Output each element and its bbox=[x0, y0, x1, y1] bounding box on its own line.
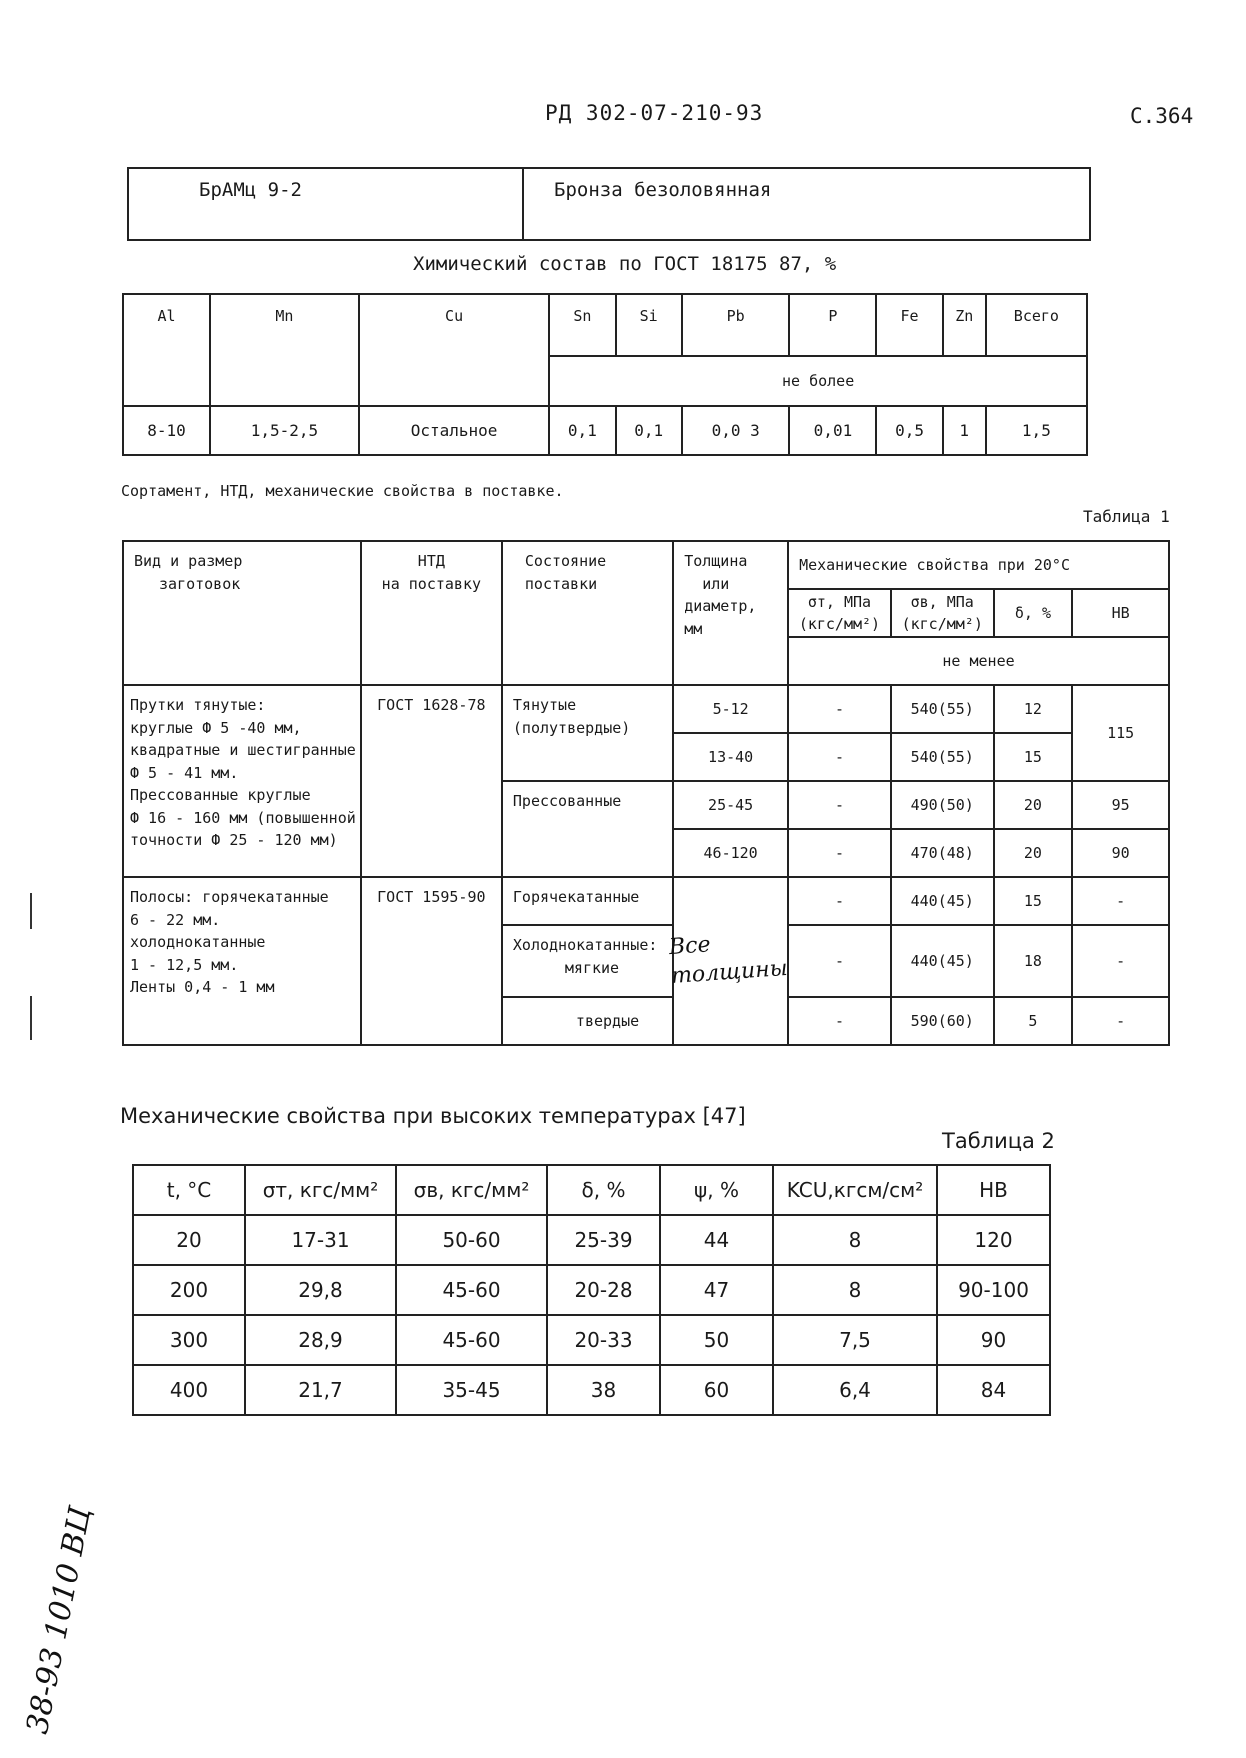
t1-g2-r1-delta: 15 bbox=[994, 877, 1073, 925]
t2-cell: 45-60 bbox=[396, 1315, 547, 1365]
t1-g1-r2-sigma-t: - bbox=[788, 733, 891, 781]
t1-header-delta: δ, % bbox=[994, 589, 1073, 637]
t1-header-ntd-line: на поставку bbox=[381, 574, 482, 593]
handwritten-line: Все bbox=[668, 932, 712, 961]
chem-header-si: Si bbox=[616, 294, 682, 356]
t1-g1-r3-hb: 95 bbox=[1072, 781, 1169, 829]
t1-header-kind-line: Вид и размер bbox=[134, 552, 243, 570]
chem-value-total: 1,5 bbox=[986, 406, 1087, 455]
t2-header-hb: НВ bbox=[937, 1165, 1050, 1215]
t2-cell: 50-60 bbox=[396, 1215, 547, 1265]
t1-g1-r3-delta: 20 bbox=[994, 781, 1073, 829]
t1-g1-r1-delta: 12 bbox=[994, 685, 1073, 733]
t1-header-sigma-t-line: σт, МПа bbox=[807, 592, 872, 611]
chem-header-total: Всего bbox=[986, 294, 1087, 356]
t1-header-thickness bbox=[673, 541, 788, 685]
t1-g1-r1-sigma-b: 540(55) bbox=[891, 685, 994, 733]
t1-header-state-line: Состояние bbox=[524, 552, 607, 570]
t1-g1-kind-line: Прессованные круглые bbox=[130, 786, 311, 804]
chem-value-zn: 1 bbox=[943, 406, 986, 455]
t2-cell: 20-28 bbox=[547, 1265, 660, 1315]
t1-g1-r4-sigma-b: 470(48) bbox=[891, 829, 994, 877]
chem-value-al: 8-10 bbox=[123, 406, 210, 455]
t2-cell: 120 bbox=[937, 1215, 1050, 1265]
t1-header-sigma-b-line: σв, МПа bbox=[910, 592, 974, 611]
t1-g2-r1-sigma-b: 440(45) bbox=[891, 877, 994, 925]
t1-header-sigma-b bbox=[891, 589, 994, 637]
t1-g1-state-drawn-line: (полутвердые) bbox=[512, 718, 631, 737]
t1-min-label: не менее bbox=[788, 637, 1169, 685]
t2-cell: 21,7 bbox=[245, 1365, 396, 1415]
t1-g2-r1-sigma-t: - bbox=[788, 877, 891, 925]
material-name: Бронза безоловянная bbox=[523, 168, 1090, 240]
t1-g1-kind-line: квадратные и шестигранные bbox=[130, 741, 356, 759]
t1-header-sigma-t bbox=[788, 589, 891, 637]
t1-g2-r2-sigma-b: 440(45) bbox=[891, 925, 994, 997]
page-number: С.364 bbox=[1130, 104, 1194, 128]
t1-g1-r4-delta: 20 bbox=[994, 829, 1073, 877]
t2-cell: 35-45 bbox=[396, 1365, 547, 1415]
t1-g1-r4-hb: 90 bbox=[1072, 829, 1169, 877]
t1-header-kind-line: заготовок bbox=[159, 574, 241, 593]
t2-cell: 20-33 bbox=[547, 1315, 660, 1365]
t2-cell: 17-31 bbox=[245, 1215, 396, 1265]
t1-header-kind bbox=[123, 541, 361, 685]
t1-header-sigma-b-line: (кгс/мм²) bbox=[901, 615, 983, 633]
t1-g2-r3-sigma-t: - bbox=[788, 997, 891, 1045]
t2-cell: 400 bbox=[133, 1365, 245, 1415]
t1-g1-r2-thickness: 13-40 bbox=[673, 733, 788, 781]
t2-cell: 90-100 bbox=[937, 1265, 1050, 1315]
t1-header-ntd-line: НТД bbox=[417, 552, 445, 570]
t1-g1-state-pressed: Прессованные bbox=[502, 781, 673, 877]
t1-g1-hb-drawn: 115 bbox=[1072, 685, 1169, 781]
t1-header-state bbox=[502, 541, 673, 685]
t2-cell: 90 bbox=[937, 1315, 1050, 1365]
t2-cell: 84 bbox=[937, 1365, 1050, 1415]
t1-g2-r3-delta: 5 bbox=[994, 997, 1073, 1045]
t1-header-thickness-line: диаметр, bbox=[684, 597, 757, 615]
t1-g1-state-drawn-line: Тянутые bbox=[512, 696, 577, 714]
chem-limit-label: не более bbox=[549, 356, 1087, 406]
t2-cell: 28,9 bbox=[245, 1315, 396, 1365]
t1-g2-r2-hb: - bbox=[1072, 925, 1169, 997]
t1-g2-kind-line: Ленты 0,4 - 1 мм bbox=[130, 978, 275, 996]
margin-punch-mark bbox=[30, 893, 32, 929]
t2-cell: 50 bbox=[660, 1315, 773, 1365]
chem-header-p: P bbox=[789, 294, 876, 356]
table2-label: Таблица 2 bbox=[942, 1129, 1055, 1153]
t1-header-thickness-line: мм bbox=[684, 619, 703, 638]
t2-header-temp: t, °С bbox=[133, 1165, 245, 1215]
chem-value-mn: 1,5-2,5 bbox=[210, 406, 359, 455]
table-row bbox=[133, 1315, 1050, 1365]
t2-cell: 7,5 bbox=[773, 1315, 937, 1365]
t2-cell: 20 bbox=[133, 1215, 245, 1265]
handwritten-all-thicknesses bbox=[668, 926, 788, 991]
t1-g1-r2-sigma-b: 540(55) bbox=[891, 733, 994, 781]
chem-value-si: 0,1 bbox=[616, 406, 682, 455]
chem-header-mn: Mn bbox=[210, 294, 359, 406]
chem-header-fe: Fe bbox=[876, 294, 942, 356]
t1-header-ntd bbox=[361, 541, 502, 685]
t2-cell: 8 bbox=[773, 1265, 937, 1315]
t1-g1-r4-sigma-t: - bbox=[788, 829, 891, 877]
margin-punch-mark bbox=[30, 996, 32, 1040]
t1-g2-r2-sigma-t: - bbox=[788, 925, 891, 997]
t2-cell: 60 bbox=[660, 1365, 773, 1415]
table1-label: Таблица 1 bbox=[1083, 507, 1170, 526]
handwritten-margin-note: 38-93 1010 ВЦ bbox=[20, 1504, 99, 1737]
chem-value-sn: 0,1 bbox=[549, 406, 615, 455]
t1-g1-r3-thickness: 25-45 bbox=[673, 781, 788, 829]
t1-g1-r3-sigma-t: - bbox=[788, 781, 891, 829]
t2-cell: 47 bbox=[660, 1265, 773, 1315]
t1-g1-r1-thickness: 5-12 bbox=[673, 685, 788, 733]
t1-g2-kind-line: Полосы: горячекатанные bbox=[130, 888, 329, 906]
chem-value-p: 0,01 bbox=[789, 406, 876, 455]
t1-g2-kind-line: 6 - 22 мм. bbox=[130, 910, 221, 929]
table2-title: Механические свойства при высоких температурах [47] bbox=[120, 1104, 746, 1128]
chem-header-al: Al bbox=[123, 294, 210, 406]
t1-header-sigma-t-line: (кгс/мм²) bbox=[798, 615, 881, 633]
chem-composition-table bbox=[122, 293, 1088, 456]
table-row bbox=[133, 1365, 1050, 1415]
chem-header-sn: Sn bbox=[549, 294, 615, 356]
t1-g2-r2-delta: 18 bbox=[994, 925, 1073, 997]
t2-header-psi: ψ, % bbox=[660, 1165, 773, 1215]
t1-g1-kind-line: круглые Ф 5 -40 мм, bbox=[130, 718, 302, 737]
chem-value-cu: Остальное bbox=[359, 406, 549, 455]
t1-g1-kind-line: Ф 5 - 41 мм. bbox=[130, 763, 239, 782]
t1-g2-r3-hb: - bbox=[1072, 997, 1169, 1045]
t2-cell: 25-39 bbox=[547, 1215, 660, 1265]
t1-g2-r3-sigma-b: 590(60) bbox=[891, 997, 994, 1045]
t2-cell: 300 bbox=[133, 1315, 245, 1365]
chem-value-pb: 0,0 3 bbox=[682, 406, 790, 455]
t1-g1-kind-line: Ф 16 - 160 мм (повышенной bbox=[130, 808, 356, 827]
t1-g1-r2-delta: 15 bbox=[994, 733, 1073, 781]
chem-header-pb: Pb bbox=[682, 294, 790, 356]
t2-cell: 200 bbox=[133, 1265, 245, 1315]
t1-g1-r1-sigma-t: - bbox=[788, 685, 891, 733]
handwritten-line: толщины bbox=[670, 955, 789, 989]
table1 bbox=[122, 540, 1170, 1046]
t1-g2-ntd: ГОСТ 1595-90 bbox=[361, 877, 502, 1045]
t1-header-thickness-line: Толщина bbox=[684, 552, 748, 570]
chem-value-fe: 0,5 bbox=[876, 406, 942, 455]
t1-g2-r1-state: Горячекатанные bbox=[502, 877, 673, 925]
t1-g2-kind bbox=[123, 877, 361, 1045]
t1-header-mech: Механические свойства при 20°С bbox=[788, 541, 1169, 589]
chem-header-zn: Zn bbox=[943, 294, 986, 356]
table-row bbox=[133, 1215, 1050, 1265]
t1-g1-kind-line: Прутки тянутые: bbox=[130, 696, 266, 714]
t2-cell: 8 bbox=[773, 1215, 937, 1265]
t1-g2-kind-line: холоднокатанные bbox=[130, 933, 266, 951]
t1-g1-ntd: ГОСТ 1628-78 bbox=[361, 685, 502, 877]
t1-header-state-line: поставки bbox=[524, 574, 598, 593]
t1-g1-r3-sigma-b: 490(50) bbox=[891, 781, 994, 829]
chem-header-cu: Cu bbox=[359, 294, 549, 406]
t2-cell: 6,4 bbox=[773, 1365, 937, 1415]
t1-g1-kind-line: точности Ф 25 - 120 мм) bbox=[130, 831, 338, 849]
t2-header-sigma-b: σв, кгс/мм² bbox=[396, 1165, 547, 1215]
t2-cell: 38 bbox=[547, 1365, 660, 1415]
t2-cell: 44 bbox=[660, 1215, 773, 1265]
material-grade: БрАМц 9-2 bbox=[128, 168, 523, 240]
t1-g2-r2-state-line: мягкие bbox=[564, 958, 620, 977]
t1-header-thickness-line: или bbox=[702, 574, 730, 593]
table-row bbox=[133, 1265, 1050, 1315]
t2-header-kcu: KCU,кгсм/см² bbox=[773, 1165, 937, 1215]
t1-g2-r2-state bbox=[502, 925, 673, 997]
table2 bbox=[132, 1164, 1051, 1416]
t1-g2-kind-line: 1 - 12,5 мм. bbox=[130, 955, 239, 974]
t1-g1-state-drawn bbox=[502, 685, 673, 781]
sortament-caption: Сортамент, НТД, механические свойства в поставке. bbox=[121, 482, 564, 500]
t2-header-delta: δ, % bbox=[547, 1165, 660, 1215]
t1-header-hb: НВ bbox=[1072, 589, 1169, 637]
t2-cell: 45-60 bbox=[396, 1265, 547, 1315]
t2-cell: 29,8 bbox=[245, 1265, 396, 1315]
t1-g2-r2-state-line: Холоднокатанные: bbox=[512, 936, 658, 954]
chem-composition-title: Химический состав по ГОСТ 18175 87, % bbox=[413, 253, 837, 275]
t1-g2-r1-hb: - bbox=[1072, 877, 1169, 925]
t1-g1-r4-thickness: 46-120 bbox=[673, 829, 788, 877]
t2-header-sigma-t: σт, кгс/мм² bbox=[245, 1165, 396, 1215]
document-code: РД 302-07-210-93 bbox=[545, 101, 764, 125]
t1-g2-r3-state: твердые bbox=[502, 997, 673, 1045]
t1-g1-kind bbox=[123, 685, 361, 877]
material-header-box bbox=[127, 167, 1091, 241]
